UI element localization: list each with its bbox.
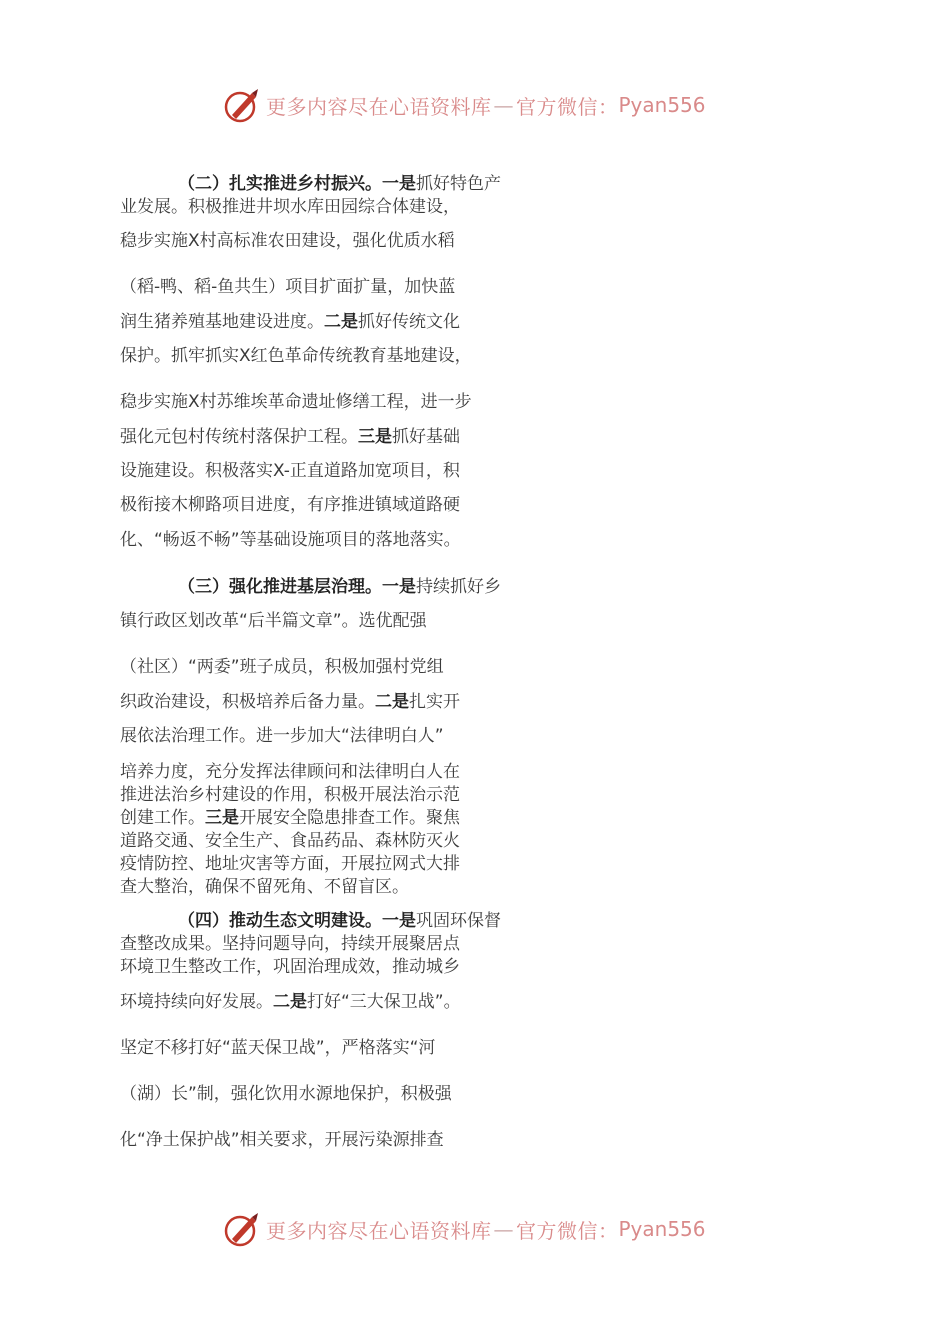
watermark-separator: — — [493, 1217, 514, 1241]
text-run: 巩固环保督 — [416, 911, 501, 931]
text-line — [120, 195, 810, 219]
text-run: 抓好基础 — [392, 427, 460, 447]
text-run: 环境持续向好发展。 — [120, 992, 273, 1012]
text-run: 查大整治，确保不留死角、不留盲区。 — [120, 877, 409, 897]
text-run: 强化元包村传统村落保护工程。 — [120, 427, 358, 447]
bold-text-run: 二是 — [273, 992, 307, 1012]
text-run: 展依法治理工作。进一步加大“法律明白人” — [120, 726, 444, 746]
text-line — [120, 955, 810, 979]
text-line — [120, 829, 810, 853]
text-line — [120, 783, 810, 807]
text-line — [120, 1128, 810, 1152]
text-line — [120, 459, 810, 483]
text-line — [178, 909, 810, 933]
text-line — [120, 852, 810, 876]
text-line — [120, 1082, 810, 1106]
text-run: 业发展。积极推进井坝水库田园综合体建设， — [120, 197, 460, 217]
text-run: 抓好特色产 — [416, 174, 501, 194]
watermark-separator: — — [493, 93, 514, 117]
text-line — [120, 724, 810, 748]
bold-text-run: （二）扎实推进乡村振兴。 — [178, 174, 382, 194]
text-line — [120, 1036, 810, 1060]
text-run: 持续抓好乡 — [416, 577, 501, 597]
text-line — [120, 655, 810, 679]
bold-text-run: 三是 — [205, 808, 239, 828]
text-run: 创建工作。 — [120, 808, 205, 828]
text-line — [120, 932, 810, 956]
text-run: 疫情防控、地址灾害等方面，开展拉网式大排 — [120, 854, 460, 874]
text-run: 织政治建设，积极培养后备力量。 — [120, 692, 375, 712]
bold-text-run: 二是 — [324, 312, 358, 332]
text-run: 极衔接木柳路项目进度，有序推进镇域道路硬 — [120, 495, 460, 515]
text-run: （稻-鸭、稻-鱼共生）项目扩面扩量，加快蓝 — [120, 277, 456, 297]
text-line — [120, 425, 810, 449]
bold-text-run: （四）推动生态文明建设。 — [178, 911, 382, 931]
text-line — [120, 229, 810, 253]
text-run: 设施建设。积极落实X-正直道路加宽项目，积 — [120, 461, 460, 481]
watermark-text: 更多内容尽在心语资料库 — [266, 1218, 492, 1243]
bold-text-run: 二是 — [375, 692, 409, 712]
watermark-header — [222, 84, 742, 126]
text-run: 推进法治乡村建设的作用，积极开展法治示范 — [120, 785, 460, 805]
watermark-wechat-id: Pyan556 — [618, 93, 706, 117]
bold-text-run: 一是 — [382, 911, 416, 931]
text-run: 坚定不移打好“蓝天保卫战”，严格落实“河 — [120, 1038, 436, 1058]
text-line — [120, 609, 810, 633]
bold-text-run: 一是 — [382, 174, 416, 194]
text-line — [120, 875, 810, 899]
text-run: 环境卫生整改工作，巩固治理成效，推动城乡 — [120, 957, 460, 977]
text-run: 查整改成果。坚持问题导向，持续开展聚居点 — [120, 934, 460, 954]
text-line — [120, 310, 810, 334]
text-line — [120, 990, 810, 1014]
text-run: 扎实开 — [409, 692, 460, 712]
text-run: 打好“三大保卫战”。 — [307, 992, 461, 1012]
text-run: 开展安全隐患排查工作。聚焦 — [239, 808, 460, 828]
text-run: 化、“畅返不畅”等基础设施项目的落地落实。 — [120, 530, 461, 550]
bold-text-run: （三）强化推进基层治理。 — [178, 577, 382, 597]
text-line — [120, 344, 810, 368]
watermark-text: 更多内容尽在心语资料库 — [266, 94, 492, 119]
watermark-wechat-id: Pyan556 — [618, 1217, 706, 1241]
text-run: 镇行政区划改革“后半篇文章”。选优配强 — [120, 611, 427, 631]
text-run: 化“净土保护战”相关要求，开展污染源排查 — [120, 1130, 444, 1150]
text-line — [120, 806, 810, 830]
text-line — [178, 575, 810, 599]
text-line — [120, 528, 810, 552]
text-line — [120, 690, 810, 714]
text-line — [120, 760, 810, 784]
watermark-text-2: 官方微信： — [516, 1218, 619, 1243]
text-line — [120, 493, 810, 517]
text-run: 稳步实施X村苏维埃革命遗址修缮工程，进一步 — [120, 392, 472, 412]
bold-text-run: 三是 — [358, 427, 392, 447]
pen-logo-icon — [222, 85, 262, 125]
bold-text-run: 一是 — [382, 577, 416, 597]
watermark-footer — [222, 1208, 742, 1250]
text-line — [120, 390, 810, 414]
pen-logo-icon — [222, 1209, 262, 1249]
text-run: 道路交通、安全生产、食品药品、森林防灭火 — [120, 831, 460, 851]
text-run: 抓好传统文化 — [358, 312, 460, 332]
text-run: 保护。抓牢抓实X红色革命传统教育基地建设， — [120, 346, 472, 366]
text-run: （湖）长”制，强化饮用水源地保护，积极强 — [120, 1084, 452, 1104]
watermark-text-2: 官方微信： — [516, 94, 619, 119]
text-line — [120, 275, 810, 299]
text-run: （社区）“两委”班子成员，积极加强村党组 — [120, 657, 444, 677]
text-run: 润生猪养殖基地建设进度。 — [120, 312, 324, 332]
text-line — [178, 172, 810, 196]
text-run: 培养力度，充分发挥法律顾问和法律明白人在 — [120, 762, 460, 782]
text-run: 稳步实施X村高标准农田建设，强化优质水稻 — [120, 231, 455, 251]
